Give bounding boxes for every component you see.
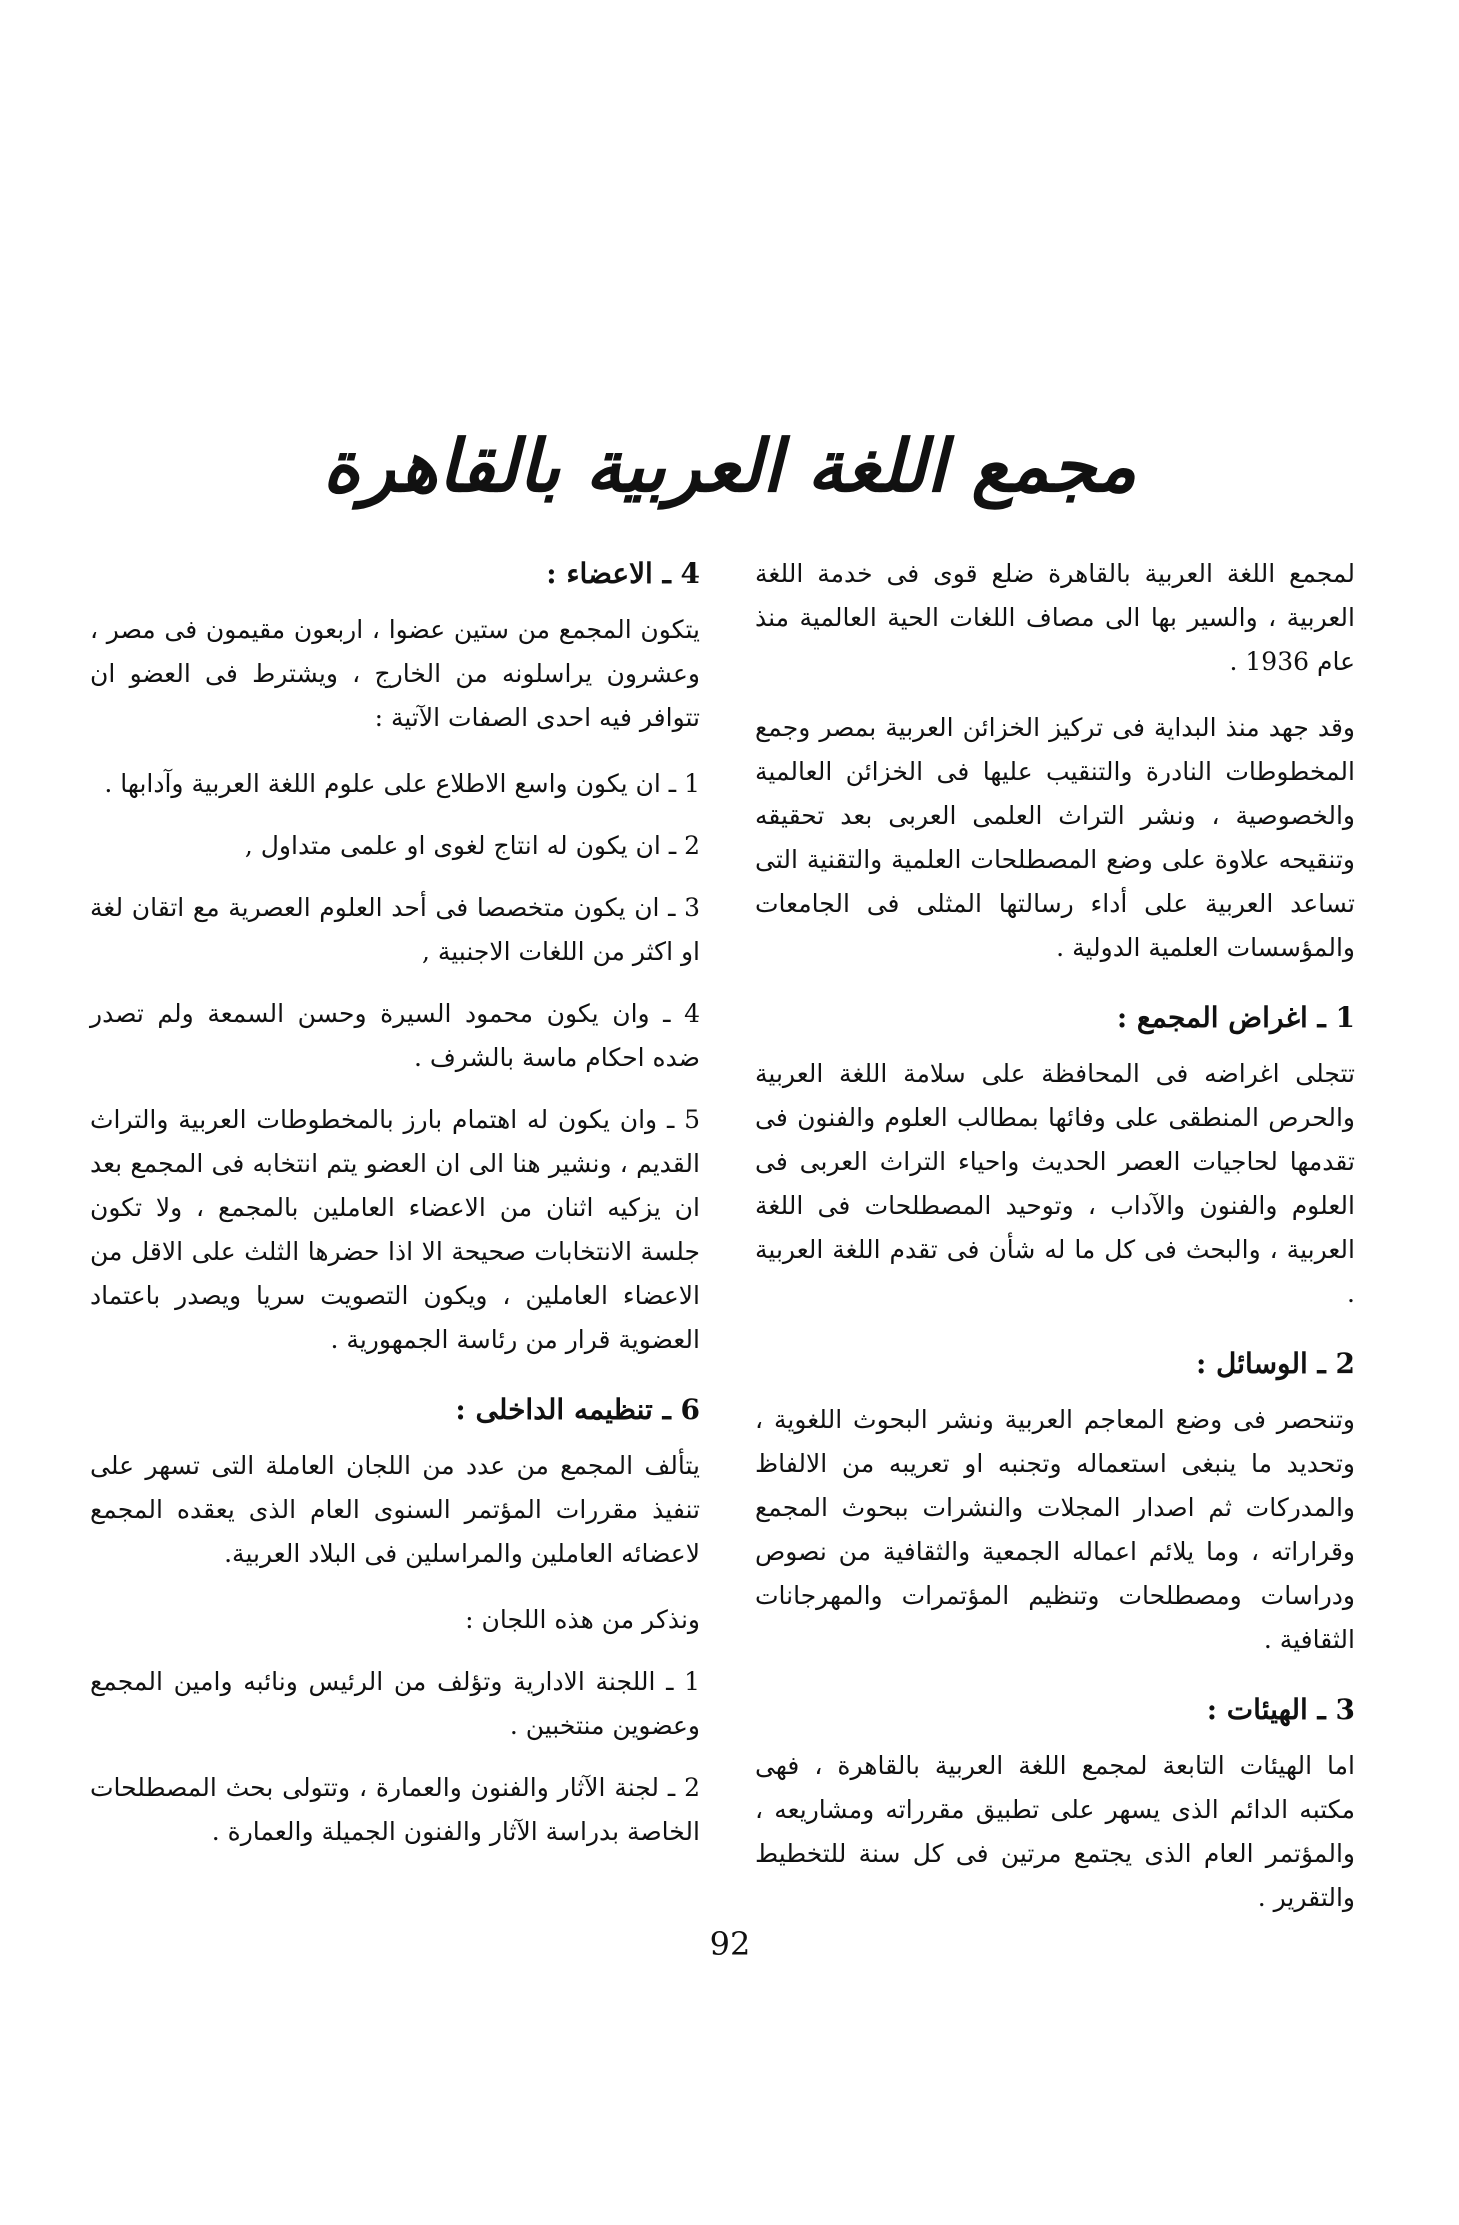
section-heading-organization: 6 ـ تنظيمه الداخلى : bbox=[455, 1393, 700, 1426]
page-title: مجمع اللغة العربية بالقاهرة bbox=[322, 423, 1137, 509]
section-body-organization: يتألف المجمع من عدد من اللجان العاملة التى تسهر على تنفيذ مقررات المؤتمر السنوى العام الذى يعقده المجمع لاعضائه العاملين والمراسلين فى البلاد العربية. bbox=[90, 1451, 700, 1568]
section-heading-objectives: 1 ـ اغراض المجمع : bbox=[1116, 1001, 1355, 1034]
section-body-means: وتنحصر فى وضع المعاجم العربية ونشر البحوث اللغوية ، وتحديد ما ينبغى استعماله وتجنبه او تعريبه من الالفاظ والمدركات ثم اصدار المجلات والنشرات ببحوث المجمع وقراراته ، وما يلائم اعماله الجمعية والثقافية من نصوص ودراسات ومصطلحات وتنظيم المؤتمرات والمهرجانات الثقافية . bbox=[755, 1405, 1355, 1654]
section-body-objectives: تتجلى اغراضه فى المحافظة على سلامة اللغة العربية والحرص المنطقى على وفائها بمطالب العلوم والفنون فى تقدمها لحاجيات العصر الحديث واحياء التراث العربى فى العلوم والفنون والآداب ، وتوحيد المصطلحات فى اللغة العربية ، والبحث فى كل ما له شأن فى تقدم اللغة العربية . bbox=[755, 1059, 1355, 1308]
intro-paragraph-2: وقد جهد منذ البداية فى تركيز الخزائن العربية بمصر وجمع المخطوطات النادرة والتنقيب عليها فى الخزائن العالمية والخصوصية ، ونشر التراث العلمى العربى بعد تحقيقه وتنقيحه علاوة على وضع المصطلحات العلمية والتقنية التى تساعد العربية على أداء رسالتها المثلى فى الجامعات والمؤسسات العلمية الدولية . bbox=[755, 713, 1355, 962]
list-item: 3 ـ ان يكون متخصصا فى أحد العلوم العصرية مع اتقان لغة او اكثر من اللغات الاجنبية , bbox=[90, 893, 700, 966]
right-column bbox=[755, 552, 1355, 1942]
page-number: 92 bbox=[709, 1925, 751, 1963]
section-heading-members: 4 ـ الاعضاء : bbox=[546, 557, 700, 590]
section-heading-bodies: 3 ـ الهيئات : bbox=[1206, 1693, 1355, 1726]
list-item: 2 ـ ان يكون له انتاج لغوى او علمى متداول , bbox=[244, 831, 700, 860]
list-item: 1 ـ اللجنة الادارية وتؤلف من الرئيس ونائبه وامين المجمع وعضوين منتخبين . bbox=[90, 1667, 700, 1740]
intro-paragraph: لمجمع اللغة العربية بالقاهرة ضلع قوى فى خدمة اللغة العربية ، والسير بها الى مصاف اللغات الحية العالمية منذ عام 1936 . bbox=[755, 559, 1355, 676]
section-body-bodies: اما الهيئات التابعة لمجمع اللغة العربية بالقاهرة ، فهى مكتبه الدائم الذى يسهر على تطبيق مقرراته ومشاريعه ، والمؤتمر العام الذى يجتمع مرتين فى كل سنة للتخطيط والتقرير . bbox=[755, 1751, 1355, 1912]
section-heading-means: 2 ـ الوسائل : bbox=[1195, 1347, 1355, 1380]
left-column bbox=[90, 552, 700, 1872]
committees-intro: ونذكر من هذه اللجان : bbox=[465, 1605, 700, 1634]
list-item: 5 ـ وان يكون له اهتمام بارز بالمخطوطات العربية والتراث القديم ، ونشير هنا الى ان العضو يتم انتخابه فى المجمع بعد ان يزكيه اثنان من الاعضاء العاملين بالمجمع ، ولا تكون جلسة الانتخابات صحيحة الا اذا حضرها الثلث على الاقل من الاعضاء العاملين ، ويكون التصويت سريا ويصدر باعتماد العضوية قرار من رئاسة الجمهورية . bbox=[90, 1105, 700, 1354]
list-item: 4 ـ وان يكون محمود السيرة وحسن السمعة ولم تصدر ضده احكام ماسة بالشرف . bbox=[90, 999, 700, 1072]
list-item: 2 ـ لجنة الآثار والفنون والعمارة ، وتتولى بحث المصطلحات الخاصة بدراسة الآثار والفنون الجميلة والعمارة . bbox=[90, 1773, 700, 1846]
list-item: 1 ـ ان يكون واسع الاطلاع على علوم اللغة العربية وآدابها . bbox=[104, 769, 700, 798]
section-body-members: يتكون المجمع من ستين عضوا ، اربعون مقيمون فى مصر ، وعشرون يراسلونه من الخارج ، ويشترط فى العضو ان تتوافر فيه احدى الصفات الآتية : bbox=[90, 615, 700, 732]
